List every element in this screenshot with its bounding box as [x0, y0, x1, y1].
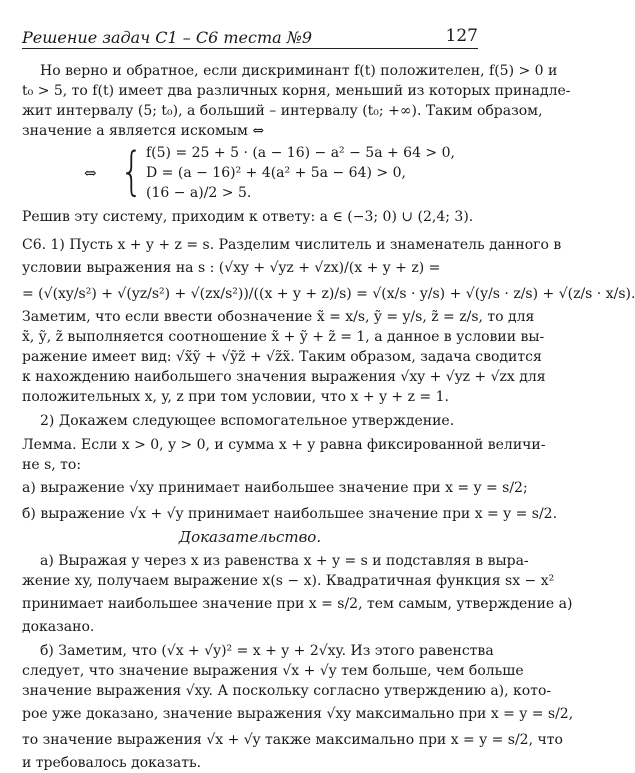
- running-header: [22, 26, 478, 52]
- text-line: С6. 1) Пусть x + y + z = s. Разделим числитель и знаменатель данного в: [22, 237, 562, 253]
- text-line: принимает наибольшее значение при x = s/2, тем самым, утверждение а): [22, 596, 573, 612]
- lemma-block: [22, 435, 558, 527]
- text-line: следует, что значение выражения √x + √y тем больше, чем больше: [22, 663, 524, 679]
- step-2-line: 2) Докажем следующее вспомогательное утверждение.: [40, 413, 455, 429]
- formula-line: условии выражения на s : (√xy + √yz + √zx)/(x + y + z) =: [22, 260, 441, 276]
- text-line: рое уже доказано, значение выражения √xy максимально при x = y = s/2,: [22, 706, 574, 722]
- running-title: Решение задач С1 – С6 теста №9: [22, 28, 313, 47]
- text-line: жение xy, получаем выражение x(s − x). Квадратичная функция sx − x²: [22, 573, 555, 589]
- text-line: x̃, ỹ, z̃ выполняется соотношение x̃ + ỹ + z̃ = 1, а данное в условии вы-: [22, 329, 545, 345]
- text-line: Но верно и обратное, если дискриминант f(t) положителен, f(5) > 0 и: [40, 63, 558, 79]
- equivalence-symbol: ⇔: [84, 164, 97, 182]
- page-number: 127: [445, 26, 478, 46]
- text-line: и требовалось доказать.: [22, 755, 202, 771]
- text-line: Лемма. Если x > 0, y > 0, и сумма x + y равна фиксированной величи-: [22, 437, 546, 453]
- text-line: t₀ > 5, то f(t) имеет два различных корня, меньший из которых принадле-: [22, 83, 571, 99]
- text-line: а) выражение √xy принимает наибольшее значение при x = y = s/2;: [22, 480, 528, 496]
- system-rows: [146, 143, 455, 203]
- equation-system: [22, 143, 478, 205]
- text-line: значение выражения √xy. А поскольку согласно утверждению а), кото-: [22, 683, 552, 699]
- text-line: б) Заметим, что (√x + √y)² = x + y + 2√xy. Из этого равенства: [40, 643, 494, 659]
- text-line: а) Выражая y через x из равенства x + y = s и подставляя в выра-: [40, 553, 529, 569]
- text-line: не s, то:: [22, 457, 82, 473]
- text-line: доказано.: [22, 619, 95, 635]
- text-line: то значение выражения √x + √y также максимально при x = y = s/2, что: [22, 732, 563, 748]
- text-line: к нахождению наибольшего значения выражения √xy + √yz + √zx для: [22, 369, 546, 385]
- system-row: D = (a − 16)² + 4(a² + 5a − 64) > 0,: [146, 165, 406, 181]
- page-body: [22, 61, 635, 773]
- text-line: жит интервалу (5; t₀), а больший – интервалу (t₀; +∞). Таким образом,: [22, 103, 543, 119]
- text-line: Заметим, что если ввести обозначение x̃ = x/s, ỹ = y/s, z̃ = z/s, то для: [22, 309, 535, 325]
- system-row: (16 − a)/2 > 5.: [146, 185, 252, 201]
- answer-line: Решив эту систему, приходим к ответу: a ∈ (−3; 0) ∪ (2,4; 3).: [22, 209, 474, 225]
- text-line: значение a является искомым ⇔: [22, 123, 265, 139]
- header-rule: [22, 48, 478, 49]
- text-line: ражение имеет вид: √x̃ỹ + √ỹz̃ + √z̃x̃. Таким образом, задача сводится: [22, 349, 542, 365]
- proof-part-b: [22, 641, 574, 773]
- system-brace: {: [120, 142, 144, 202]
- paragraph-discriminant: [22, 61, 571, 141]
- problem-c6: [22, 235, 635, 407]
- proof-part-a: [22, 551, 573, 637]
- text-line: положительных x, y, z при том условии, что x + y + z = 1.: [22, 389, 449, 405]
- formula-line: = (√(xy/s²) + √(yz/s²) + √(zx/s²))/((x + y + z)/s) = √(x/s · y/s) + √(y/s · z/s) + √(z/s · x/s).: [22, 286, 635, 302]
- proof-heading: Доказательство.: [178, 528, 322, 546]
- text-line: б) выражение √x + √y принимает наибольшее значение при x = y = s/2.: [22, 506, 558, 522]
- system-row: f(5) = 25 + 5 · (a − 16) − a² − 5a + 64 > 0,: [146, 145, 455, 161]
